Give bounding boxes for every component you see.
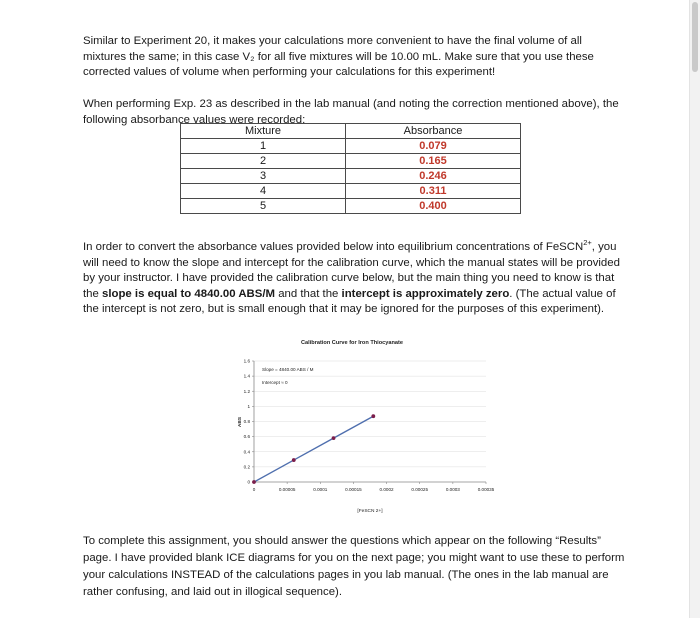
absorbance-cell: 0.400 — [346, 199, 521, 214]
y-tick-label: 1.2 — [243, 388, 250, 394]
absorbance-intro-paragraph: When performing Exp. 23 as described in the lab manual (and noting the correction mentioned above), the following absorbance values were recorded: — [83, 98, 619, 126]
mixture-cell: 5 — [181, 199, 346, 214]
calibration-paragraph — [83, 240, 628, 318]
p3-text-d: . (The actual value of the intercept is not zero, but is small enough that it may be ignored for the purposes of this experiment). — [83, 287, 616, 315]
mixture-cell: 2 — [181, 154, 346, 169]
y-tick-label: 1.4 — [243, 373, 250, 379]
y-axis-label: ABS — [238, 416, 243, 428]
p3-text-b: , you will need to know the slope and intercept for the calibration curve, which the manual states will be provided by your instructor. I have provided the calibration curve below, but the main thing you need to know is that the — [83, 241, 620, 300]
data-point — [292, 458, 296, 462]
y-tick-label: 1.6 — [243, 358, 250, 364]
mixture-header: Mixture — [181, 124, 346, 139]
calibration-chart — [224, 331, 494, 521]
results-paragraph: To complete this assignment, you should answer the questions which appear on the following “Results” page. I have provided blank ICE diagrams for you on the next page; you might want to use these to perform your calculations INSTEAD of the calculations pages in you lab manual. (The ones in the lab manual are rather confusing, and laid out in illogical sequence). — [83, 535, 625, 598]
table-row — [181, 169, 521, 184]
slope-annotation: Slope = 4840.00 ABS / M — [262, 367, 314, 372]
intercept-statement: intercept is approximately zero — [341, 287, 510, 300]
chart-title: Calibration Curve for Iron Thiocyanate — [301, 340, 403, 346]
table-header-row — [181, 124, 521, 139]
p3-text-c: and that the — [275, 287, 342, 300]
p3-text-a: In order to convert the absorbance values provided below into equilibrium concentrations of FeSCN — [83, 241, 584, 253]
table-row — [181, 184, 521, 199]
absorbance-table — [180, 123, 521, 214]
scrollbar[interactable] — [689, 0, 700, 618]
y-tick-label: 0.6 — [243, 434, 250, 440]
table-row — [181, 199, 521, 214]
chart-gridlines — [254, 361, 486, 467]
data-point — [252, 480, 256, 484]
y-tick-label: 0.4 — [243, 449, 250, 455]
table-row — [181, 139, 521, 154]
y-tick-label: 0.2 — [243, 464, 250, 470]
x-tick-label: 0.00025 — [411, 487, 429, 492]
x-tick-label: 0.0002 — [379, 487, 394, 492]
charge-superscript: 2+ — [583, 238, 592, 248]
x-tick-labels — [253, 482, 494, 492]
x-tick-label: 0.00015 — [345, 487, 362, 492]
y-tick-label: 1 — [247, 403, 250, 409]
mixture-cell: 1 — [181, 139, 346, 154]
absorbance-cell: 0.311 — [346, 184, 521, 199]
mixture-cell: 4 — [181, 184, 346, 199]
absorbance-cell: 0.246 — [346, 169, 521, 184]
series-line — [254, 416, 373, 482]
absorbance-cell: 0.079 — [346, 139, 521, 154]
intercept-annotation: Intercept ≈ 0 — [262, 380, 288, 385]
data-point — [332, 436, 336, 440]
data-point — [371, 414, 375, 418]
scrollbar-thumb[interactable] — [692, 2, 698, 72]
x-tick-label: 0.00005 — [278, 487, 296, 492]
chart-series — [252, 414, 375, 484]
x-tick-label: 0.00035 — [477, 487, 494, 492]
mixture-cell: 3 — [181, 169, 346, 184]
y-tick-label: 0 — [247, 479, 250, 485]
absorbance-cell: 0.165 — [346, 154, 521, 169]
x-tick-label: 0 — [252, 487, 256, 492]
y-tick-labels — [244, 359, 254, 485]
intro-paragraph: Similar to Experiment 20, it makes your calculations more convenient to have the final volume of all mixtures the same; in this case V₂ for all five mixtures will be 10.00 mL. Make sure that you use these corrected values of volume when performing your calculations for this experiment! — [83, 35, 594, 78]
table-row — [181, 154, 521, 169]
x-tick-label: 0.0001 — [313, 487, 328, 492]
slope-statement: slope is equal to 4840.00 ABS/M — [102, 287, 276, 300]
x-axis-label: [FeSCN 2+] — [357, 509, 383, 514]
absorbance-header: Absorbance — [346, 124, 521, 139]
y-tick-label: 0.8 — [243, 419, 250, 425]
x-tick-label: 0.0003 — [445, 487, 460, 492]
